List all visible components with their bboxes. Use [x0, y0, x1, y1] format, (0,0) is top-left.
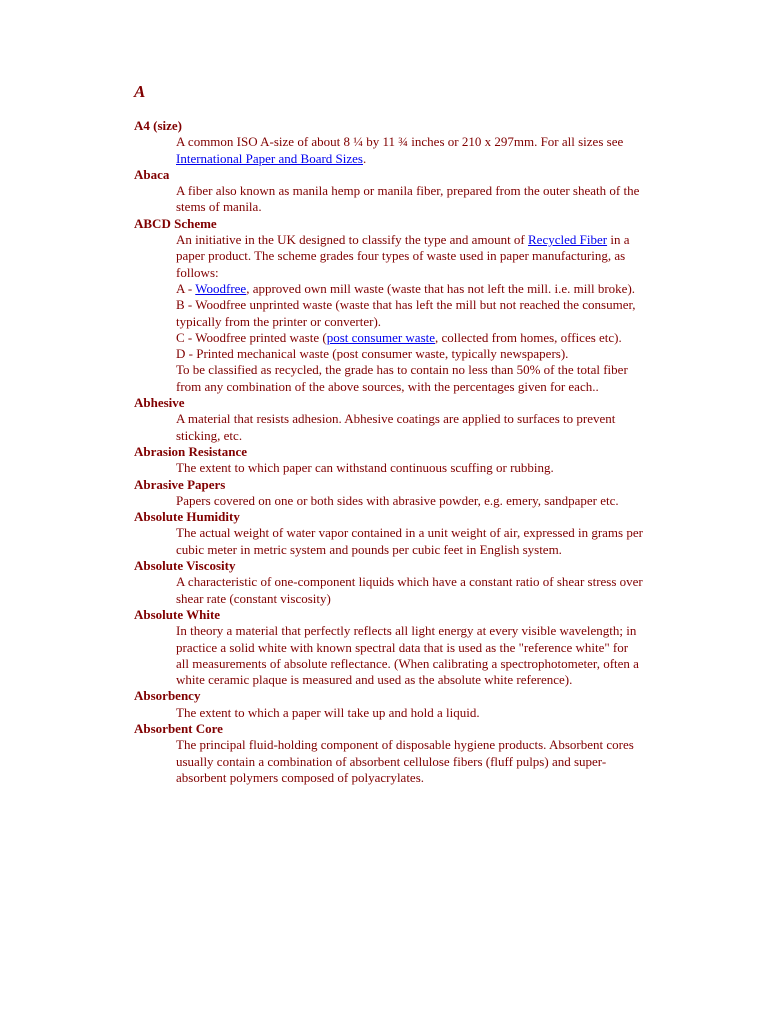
definition-text: The principal fluid-holding component of disposable hygiene products. Absorbent cores usually contain a combination of absorbent cellulose fibers (fluff pulps) and super-absorbent polymers composed of polyacrylates.	[176, 737, 634, 785]
glossary-entry	[134, 118, 644, 167]
definition-text: C - Woodfree printed waste (	[176, 329, 327, 345]
glossary-link[interactable]: Woodfree	[195, 280, 247, 296]
glossary-term: Abaca	[134, 166, 170, 182]
glossary-term: Abhesive	[134, 395, 185, 411]
glossary-definition	[176, 183, 644, 216]
definition-text: A -	[176, 280, 196, 296]
glossary-entry	[134, 509, 644, 558]
definition-text: The actual weight of water vapor contained in a unit weight of air, expressed in grams per cubic meter in metric system and pounds per cubic feet in English system.	[176, 525, 643, 557]
glossary-term: Absorbency	[134, 688, 201, 704]
glossary-term: Absolute Viscosity	[134, 558, 236, 574]
glossary-definition	[176, 281, 644, 297]
glossary-definition	[176, 574, 644, 607]
glossary-definition	[176, 737, 644, 786]
glossary-entry	[134, 216, 644, 395]
glossary-link[interactable]: Recycled Fiber	[528, 232, 608, 248]
glossary-definition	[176, 525, 644, 558]
glossary-definition	[176, 297, 644, 330]
definition-text: A material that resists adhesion. Abhesive coatings are applied to surfaces to prevent sticking, etc.	[176, 411, 616, 443]
definition-text: An initiative in the UK designed to classify the type and amount of	[176, 232, 529, 248]
glossary-definition	[176, 232, 644, 281]
definition-text: .	[363, 150, 367, 166]
glossary-definition	[176, 623, 644, 688]
definition-text: D - Printed mechanical waste (post consumer waste, typically newspapers).	[176, 346, 569, 362]
section-letter: A	[134, 82, 146, 101]
glossary-definition	[176, 134, 644, 167]
glossary-term: Absolute White	[134, 606, 221, 622]
definition-text: A characteristic of one-component liquids which have a constant ratio of shear stress over shear rate (constant viscosity)	[176, 574, 643, 606]
glossary-term: Abrasive Papers	[134, 476, 226, 492]
glossary-term: ABCD Scheme	[134, 215, 217, 231]
definition-text: B - Woodfree unprinted waste (waste that has left the mill but not reached the consumer, typically from the printer or converter).	[176, 297, 636, 329]
glossary-definition	[176, 493, 644, 509]
definition-text: in a paper product. The scheme grades four types of waste used in paper manufacturing, as follows:	[176, 232, 630, 280]
definition-text: A fiber also known as manila hemp or manila fiber, prepared from the outer sheath of the stems of manila.	[176, 183, 640, 215]
glossary-entry	[134, 167, 644, 216]
glossary-entry	[134, 558, 644, 607]
definition-text: , collected from homes, offices etc).	[435, 329, 622, 345]
glossary-term: Absolute Humidity	[134, 509, 240, 525]
glossary-entry	[134, 721, 644, 786]
glossary-entry	[134, 607, 644, 688]
glossary-term: Abrasion Resistance	[134, 443, 248, 459]
definition-text: To be classified as recycled, the grade has to contain no less than 50% of the total fiber from any combination of the above sources, with the percentages given for each..	[176, 362, 628, 394]
glossary-entry	[134, 444, 644, 477]
glossary-list	[134, 118, 644, 786]
definition-text: , approved own mill waste (waste that has not left the mill. i.e. mill broke).	[246, 280, 636, 296]
definition-text: In theory a material that perfectly reflects all light energy at every visible wavelength; in practice a solid white with known spectral data that is used as the "reference white" for all measurements of absolute reflectance. (When calibrating a spectrophotometer, often a white ceramic plaque is measured and used as the absolute white reference).	[176, 623, 639, 688]
glossary-definition	[176, 346, 644, 362]
definition-text: The extent to which a paper will take up and hold a liquid.	[176, 704, 480, 720]
glossary-definition	[176, 411, 644, 444]
glossary-entry	[134, 688, 644, 721]
glossary-link[interactable]: International Paper and Board Sizes	[176, 150, 363, 166]
glossary-definition	[176, 330, 644, 346]
glossary-definition	[176, 460, 644, 476]
glossary-link[interactable]: post consumer waste	[326, 329, 436, 345]
glossary-entry	[134, 477, 644, 510]
definition-text: The extent to which paper can withstand continuous scuffing or rubbing.	[176, 460, 554, 476]
glossary-definition	[176, 362, 644, 395]
glossary-entry	[134, 395, 644, 444]
glossary-term: A4 (size)	[134, 118, 183, 133]
definition-text: Papers covered on one or both sides with abrasive powder, e.g. emery, sandpaper etc.	[176, 492, 619, 508]
glossary-definition	[176, 705, 644, 721]
glossary-term: Absorbent Core	[134, 720, 223, 736]
definition-text: A common ISO A-size of about 8 ¼ by 11 ¾ inches or 210 x 297mm. For all sizes see	[176, 134, 624, 150]
